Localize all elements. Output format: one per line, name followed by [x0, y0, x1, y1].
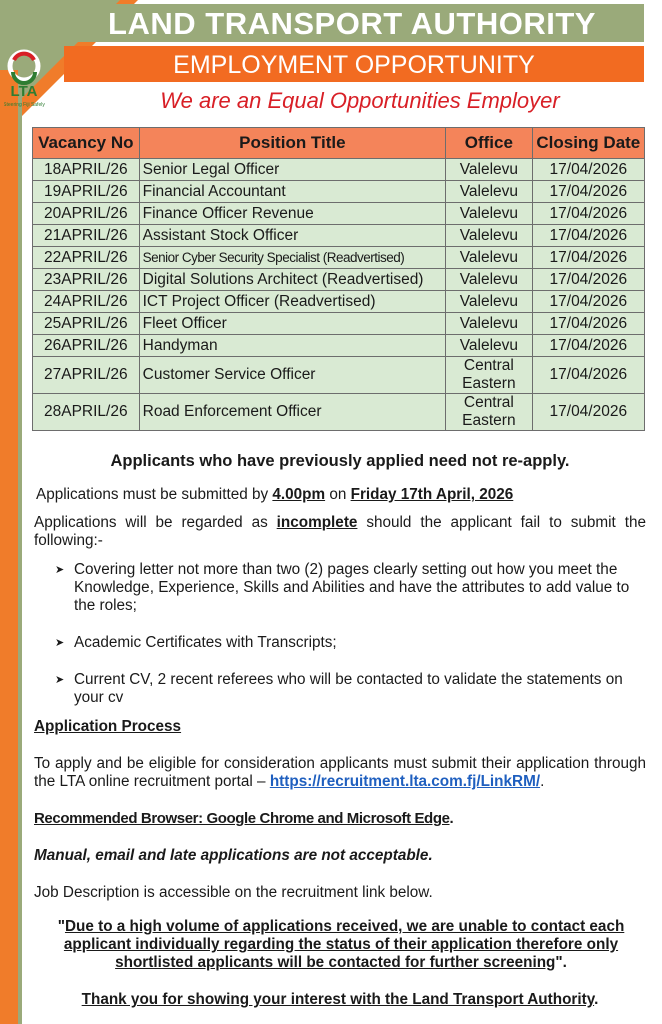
- office: Valelevu: [446, 291, 533, 313]
- browser-end: .: [449, 810, 454, 827]
- position-title: Digital Solutions Architect (Readvertised): [139, 269, 445, 291]
- vacancy-no: 22APRIL/26: [33, 247, 140, 269]
- vacancy-no: 26APRIL/26: [33, 335, 140, 357]
- manual-note: Manual, email and late applications are not acceptable.: [34, 847, 433, 864]
- closing-date: 17/04/2026: [532, 247, 644, 269]
- thanks-end: .: [594, 991, 599, 1008]
- submit-time: 4.00pm: [272, 486, 326, 503]
- office: Valelevu: [446, 269, 533, 291]
- left-bar-green: [18, 70, 22, 1024]
- office: Valelevu: [446, 181, 533, 203]
- position-title: Senior Cyber Security Specialist (Readvertised): [139, 247, 445, 269]
- table-row: [33, 159, 645, 181]
- logo-tag: Steering Fiji Safely: [4, 102, 45, 108]
- vacancy-table: [32, 127, 645, 431]
- vacancy-no: 27APRIL/26: [33, 357, 140, 394]
- volume-text: Due to a high volume of applications received, we are unable to contact each applicant individually regarding the status of their application therefore only shortlisted applicants will be contacted for further screening: [63, 918, 625, 971]
- application-process-heading: Application Process: [34, 718, 182, 735]
- process-text: To apply and be eligible for consideration applicants must submit their application through the LTA online recruitment portal –: [34, 755, 646, 790]
- lta-logo: [4, 48, 50, 114]
- table-row: [33, 225, 645, 247]
- table-row: [33, 394, 645, 431]
- browser-text: Recommended Browser: Google Chrome and Microsoft Edge: [34, 810, 450, 827]
- office: Valelevu: [446, 247, 533, 269]
- table-row: [33, 357, 645, 394]
- vacancy-no: 25APRIL/26: [33, 313, 140, 335]
- office: Valelevu: [446, 313, 533, 335]
- recruitment-portal-link[interactable]: https://recruitment.lta.com.fj/LinkRM/: [269, 773, 541, 790]
- col-position-title: Position Title: [139, 128, 445, 159]
- position-title: Handyman: [139, 335, 445, 357]
- office-line-2: Eastern: [462, 375, 516, 392]
- equal-opportunity-tagline: We are an Equal Opportunities Employer: [160, 88, 560, 113]
- position-title: Assistant Stock Officer: [139, 225, 445, 247]
- closing-date: 17/04/2026: [532, 225, 644, 247]
- requirement-item: [55, 634, 645, 652]
- vacancy-no: 18APRIL/26: [33, 159, 140, 181]
- requirement-text: Current CV, 2 recent referees who will be contacted to validate the statements on your cv: [74, 671, 623, 706]
- vacancy-no: 19APRIL/26: [33, 181, 140, 203]
- vacancy-no: 21APRIL/26: [33, 225, 140, 247]
- position-title: Financial Accountant: [139, 181, 445, 203]
- table-row: [33, 269, 645, 291]
- office-line-2: Eastern: [462, 412, 516, 429]
- table-row: [33, 203, 645, 225]
- vacancy-no: 28APRIL/26: [33, 394, 140, 431]
- process-end: .: [540, 773, 545, 790]
- closing-date: 17/04/2026: [532, 335, 644, 357]
- requirement-item: [55, 561, 645, 615]
- office-line-1: Central: [463, 394, 514, 411]
- closing-date: 17/04/2026: [532, 181, 644, 203]
- submit-date: Friday 17th April, 2026: [350, 486, 514, 503]
- table-row: [33, 247, 645, 269]
- closing-date: 17/04/2026: [532, 269, 644, 291]
- position-title: Customer Service Officer: [139, 357, 445, 394]
- office: [446, 394, 533, 431]
- position-title: Finance Officer Revenue: [139, 203, 445, 225]
- office: Valelevu: [446, 335, 533, 357]
- requirement-text: Covering letter not more than two (2) pages clearly setting out how you meet the Knowledge, Experience, Skills and Abilities and have the attributes to add value to the roles;: [74, 561, 630, 614]
- subtitle-banner: EMPLOYMENT OPPORTUNITY: [64, 46, 644, 82]
- vacancy-no: 20APRIL/26: [33, 203, 140, 225]
- closing-date: 17/04/2026: [532, 394, 644, 431]
- browser-note: [34, 810, 646, 828]
- logo-text: LTA: [10, 83, 38, 100]
- arrow-bullet-icon: ➤: [55, 674, 65, 686]
- reapply-note: Applicants who have previously applied need not re-apply.: [110, 452, 570, 470]
- office: Valelevu: [446, 225, 533, 247]
- office: [446, 357, 533, 394]
- office-line-1: Central: [463, 357, 514, 374]
- col-office: Office: [446, 128, 533, 159]
- position-title: Road Enforcement Officer: [139, 394, 445, 431]
- left-bar-orange: [0, 70, 18, 1024]
- submit-pre: Applications must be submitted by: [36, 486, 273, 503]
- job-description-note: Job Description is accessible on the recruitment link below.: [34, 884, 433, 901]
- position-title: Senior Legal Officer: [139, 159, 445, 181]
- table-row: [33, 181, 645, 203]
- thanks-text: Thank you for showing your interest with the Land Transport Authority: [81, 991, 595, 1008]
- requirement-text: Academic Certificates with Transcripts;: [74, 634, 337, 651]
- incomplete-note: [34, 514, 646, 550]
- requirement-item: [55, 671, 645, 707]
- vacancy-no: 24APRIL/26: [33, 291, 140, 313]
- closing-date: 17/04/2026: [532, 357, 644, 394]
- volume-close: ".: [555, 954, 567, 971]
- closing-date: 17/04/2026: [532, 203, 644, 225]
- submit-on: on: [325, 486, 351, 503]
- submission-deadline: [36, 486, 648, 504]
- incomplete-pre: Applications will be regarded as: [34, 514, 277, 531]
- office: Valelevu: [446, 159, 533, 181]
- table-row: [33, 291, 645, 313]
- arrow-bullet-icon: ➤: [55, 637, 65, 649]
- table-row: [33, 313, 645, 335]
- office: Valelevu: [446, 203, 533, 225]
- application-process-text: [34, 755, 646, 791]
- closing-date: 17/04/2026: [532, 291, 644, 313]
- volume-open: ": [57, 918, 65, 935]
- table-row: [33, 335, 645, 357]
- closing-date: 17/04/2026: [532, 313, 644, 335]
- arrow-bullet-icon: ➤: [55, 564, 65, 576]
- org-title-banner: LAND TRANSPORT AUTHORITY: [60, 4, 644, 42]
- position-title: Fleet Officer: [139, 313, 445, 335]
- vacancy-no: 23APRIL/26: [33, 269, 140, 291]
- thanks-note: [34, 991, 646, 1009]
- col-vacancy-no: Vacancy No: [33, 128, 140, 159]
- table-header-row: [33, 128, 645, 159]
- closing-date: 17/04/2026: [532, 159, 644, 181]
- position-title: ICT Project Officer (Readvertised): [139, 291, 445, 313]
- incomplete-word: incomplete: [276, 514, 358, 531]
- col-closing-date: Closing Date: [532, 128, 644, 159]
- volume-note: [38, 918, 644, 972]
- incomplete-post: should the applicant fail to submit the following:-: [34, 514, 646, 549]
